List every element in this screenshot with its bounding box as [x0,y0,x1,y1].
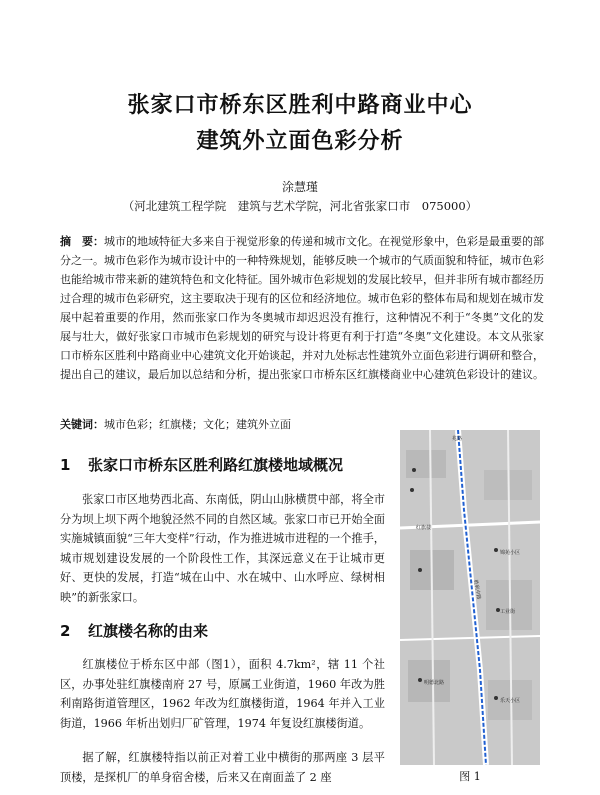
author-affiliation: （河北建筑工程学院 建筑与艺术学院，河北省张家口市 075000） [122,199,478,213]
section-1-number: 1 [60,456,71,474]
keywords-text: 城市色彩；红旗楼；文化；建筑外立面 [104,418,291,431]
abstract [60,232,544,384]
map-label-6: 乐天小区 [500,698,521,704]
figure-1-caption: 图 1 [459,770,481,783]
abstract-label: 摘 要： [60,235,104,248]
map-graphic [400,430,540,765]
section-2-heading [60,620,208,641]
section-2-paragraph-2 [60,748,385,787]
section-2-text-1: 红旗楼位于桥东区中部（图1），面积 4.7km²，辖 11 个社区，办事处驻红旗楼南府 27 号，原属工业街道，1960 年改为胜利南路街道管理区，1962 年改为红旗楼街道，1964 年并入工业街道，1966 年析出划归厂矿管理，1974 年复设红旗楼街道。 [60,658,385,730]
section-2-text-2: 据了解，红旗楼特指以前正对着工业中横街的那两座 3 层平顶楼，是探机厂的单身宿舍楼，后来又在南面盖了 2 座 [60,751,385,784]
author-name: 涂慧瑾 [281,180,318,194]
map-label-2: 胜利中路 [472,579,482,601]
paper-title-line1: 张家口市桥东区胜利中路商业中心 [127,93,473,118]
keywords-label: 关键词： [60,418,104,431]
map-label-4: 工业街 [500,609,516,615]
section-2-number: 2 [60,622,71,640]
map-label-1: 红旗楼 [416,525,432,531]
map-label-5: 明德北路 [424,680,445,686]
figure-1-map [400,430,540,765]
map-label-0: 兆路 [452,436,463,442]
paper-title-line2: 建筑外立面色彩分析 [196,129,404,154]
section-1-title: 张家口市桥东区胜利路红旗楼地域概况 [88,456,344,474]
section-2-paragraph-1 [60,655,385,733]
section-1-heading [60,454,343,475]
map-label-3: 锦苑小区 [500,550,521,556]
section-1-text: 张家口市区地势西北高、东南低，阴山山脉横贯中部，将全市分为坝上坝下两个地貌泾然不同的自然区域。张家口市已开始全面实施城镇面貌“三年大变样”行动，作为推进城市进程的一个推手，城市规划建设发展的一个阶段性工作，其深远意义在于让城市更好、更快的发展，打造“城在山中、水在城中、山水呼应、绿树相映”的新张家口。 [60,493,385,604]
abstract-text: 城市的地域特征大多来自于视觉形象的传递和城市文化。在视觉形象中，色彩是最重要的部分之一。城市色彩作为城市设计中的一种特殊规划，能够反映一个城市的气质面貌和特征，城市色彩也能给城市带来新的建筑特色和文化特征。国外城市色彩规划的发展比较早，但并非所有城市都经历过合理的城市色彩研究，这主要取决于现有的区位和经济地位。城市色彩的整体布局和规划在城市发展中起着重要的作用，然而张家口作为冬奥城市却迟迟没有推行，这种情况不利于“冬奥”文化的发展与壮大，做好张家口市城市色彩规划的研究与设计将更有利于打造“冬奥”文化建设。本文从张家口市桥东区胜利中路商业中心建筑文化开始谈起，并对九处标志性建筑外立面色彩进行调研和整合，提出自己的建议，最后加以总结和分析，提出张家口市桥东区红旗楼商业中心建筑色彩设计的建议。 [60,235,544,381]
section-1-paragraph [60,490,385,607]
section-2-title: 红旗楼名称的由来 [88,622,209,640]
